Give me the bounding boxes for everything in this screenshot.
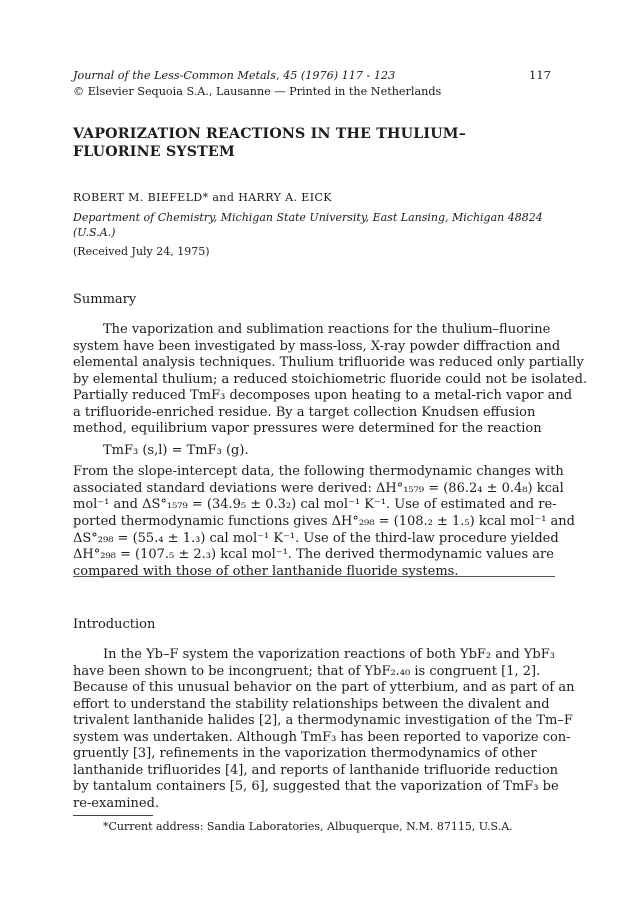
author-line: ROBERT M. BIEFELD* and HARRY A. EICK: [73, 191, 332, 204]
copyright-line: © Elsevier Sequoia S.A., Lausanne — Printed in the Netherlands: [73, 85, 442, 98]
summary-line: From the slope-intercept data, the following thermodynamic changes with: [73, 464, 564, 480]
summary-line: The vaporization and sublimation reactions for the thulium–fluorine: [103, 322, 551, 337]
summary-line: by elemental thulium; a reduced stoichiometric fluoride could not be isolated.: [73, 371, 588, 387]
summary-line: ΔS°₂₉₈ = (55.₄ ± 1.₃) cal mol⁻¹ K⁻¹. Use of the third-law procedure yielded: [73, 530, 559, 546]
intro-line: system was undertaken. Although TmF₃ has been reported to vaporize con-: [73, 729, 571, 745]
intro-line: trivalent lanthanide halides [2], a thermodynamic investigation of the Tm–F: [73, 713, 573, 729]
footnote: *Current address: Sandia Laboratories, Albuquerque, N.M. 87115, U.S.A.: [103, 820, 513, 833]
intro-line: lanthanide trifluorides [4], and reports of lanthanide trifluoride reduction: [73, 762, 559, 778]
footnote-rule: [73, 815, 153, 816]
summary-line: associated standard deviations were derived: ΔH°₁₅₇₉ = (86.2₄ ± 0.4₈) kcal: [73, 480, 564, 496]
introduction-paragraph: [73, 647, 575, 812]
affiliation: [73, 210, 543, 240]
page-number: 117: [529, 68, 551, 82]
journal-citation-text: Journal of the Less-Common Metals, 45 (1976) 117 - 123: [73, 69, 396, 82]
journal-citation: [73, 68, 395, 84]
introduction-heading: Introduction: [73, 617, 156, 632]
intro-line: effort to understand the stability relationships between the divalent and: [73, 696, 550, 712]
summary-heading: Summary: [73, 292, 137, 307]
article-title: VAPORIZATION REACTIONS IN THE THULIUM–FLUORINE SYSTEM: [73, 126, 467, 160]
intro-line: by tantalum containers [5, 6], suggested that the vaporization of TmF₃ be: [73, 779, 559, 795]
summary-line: elemental analysis techniques. Thulium trifluoride was reduced only partially: [73, 355, 584, 371]
intro-line: re-examined.: [73, 795, 160, 811]
summary-line: compared with those of other lanthanide fluoride systems.: [73, 563, 459, 579]
section-divider: [73, 576, 555, 577]
reaction-equation: TmF₃ (s,l) = TmF₃ (g).: [103, 442, 249, 458]
intro-line: gruently [3], refinements in the vaporization thermodynamics of other: [73, 746, 537, 762]
summary-line: system have been investigated by mass-loss, X-ray powder diffraction and: [73, 338, 561, 354]
summary-line: a trifluoride-enriched residue. By a target collection Knudsen effusion: [73, 404, 536, 420]
affiliation-line: (U.S.A.): [73, 226, 116, 239]
intro-line: have been shown to be incongruent; that of YbF₂.₄₀ is congruent [1, 2].: [73, 663, 541, 679]
summary-line: ported thermodynamic functions gives ΔH°₂₉₈ = (108.₂ ± 1.₅) kcal mol⁻¹ and: [73, 514, 576, 530]
summary-line: mol⁻¹ and ΔS°₁₅₇₉ = (34.9₅ ± 0.3₂) cal mol⁻¹ K⁻¹. Use of estimated and re-: [73, 497, 557, 513]
affiliation-line: Department of Chemistry, Michigan State University, East Lansing, Michigan 48824: [73, 211, 543, 224]
intro-line: In the Yb–F system the vaporization reactions of both YbF₂ and YbF₃: [103, 647, 555, 662]
summary-paragraph: [73, 322, 588, 580]
received-date: (Received July 24, 1975): [73, 245, 210, 258]
intro-line: Because of this unusual behavior on the part of ytterbium, and as part of an: [73, 680, 575, 696]
summary-line: method, equilibrium vapor pressures were determined for the reaction: [73, 421, 542, 437]
summary-line: Partially reduced TmF₃ decomposes upon heating to a metal-rich vapor and: [73, 388, 573, 404]
summary-line: ΔH°₂₉₈ = (107.₅ ± 2.₃) kcal mol⁻¹. The derived thermodynamic values are: [73, 547, 554, 563]
